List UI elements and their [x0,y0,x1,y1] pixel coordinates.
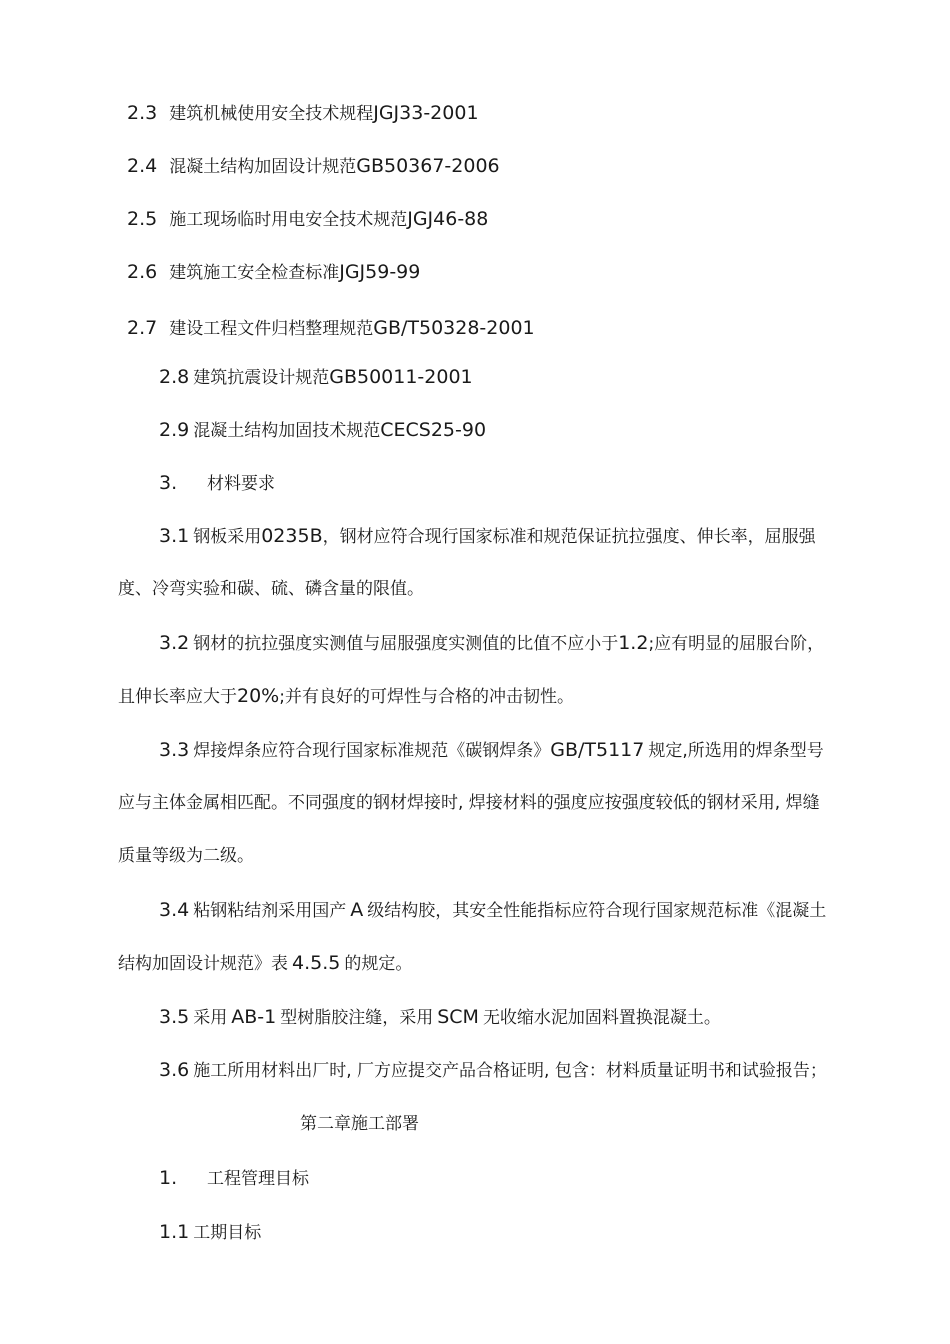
grade-letter: A [350,899,364,921]
text-segment: 的规定。 [344,954,413,974]
ratio-value: 1.2 [618,632,649,654]
item-number: 3.5 [159,1006,190,1028]
text-segment: 施工所用材料出厂时, 厂方应提交产品合格证明, 包含：材料质量证明书和试验报告； [193,1061,827,1081]
item-number: 2.5 [127,208,158,230]
text-segment: 无收缩水泥加固料置换混凝土。 [482,1008,721,1028]
standard-code: GB/T5117 [550,739,645,761]
subsection-heading-1-1 [159,1220,261,1245]
text-segment: ，钢材应符合现行国家标准和规范保证抗拉强度、伸长率，屈服强 [322,527,816,547]
text-segment: 且伸长率应大于 [118,687,237,707]
text-segment: 钢材的抗拉强度实测值与屈服强度实测值的比值不应小于 [193,634,619,654]
paragraph-3-4-line-1 [159,898,826,923]
item-number: 2.3 [127,102,158,124]
standard-code: GB50011-2001 [329,366,473,388]
paragraph-3-3-line-2 [118,791,820,815]
reference-item-2-9 [159,418,486,443]
text-segment: ;应有明显的屈服台阶， [648,634,825,654]
section-number: 1. [159,1167,178,1189]
item-number: 3.6 [159,1059,190,1081]
item-title: 混凝土结构加固技术规范 [193,421,381,441]
item-title: 施工现场临时用电安全技术规范 [169,210,408,230]
item-number: 2.9 [159,419,190,441]
paragraph-3-5 [159,1005,721,1030]
paragraph-3-6 [159,1058,827,1083]
text-segment: 质量等级为二级。 [118,846,254,866]
reference-item-2-7 [127,316,535,341]
item-title: 建筑施工安全检查标准 [169,263,340,283]
paragraph-3-1-line-2 [118,577,424,601]
item-number: 3.3 [159,739,190,761]
text-segment: 钢板采用 [193,527,262,547]
item-title: 建设工程文件归档整理规范 [169,319,374,339]
reference-item-2-6 [127,260,420,285]
text-segment: 级结构胶，其安全性能指标应符合现行国家规范标准《混凝土 [367,901,827,921]
paragraph-3-2-line-2 [118,684,574,709]
paragraph-3-3-line-1 [159,738,824,763]
reference-item-2-5 [127,207,488,232]
reference-item-2-8 [159,365,473,390]
product-code: SCM [437,1006,479,1028]
section-title: 材料要求 [207,474,275,494]
reference-item-2-3 [127,101,479,126]
text-segment: 焊接焊条应符合现行国家标准规范《碳钢焊条》 [193,741,551,761]
item-number: 3.4 [159,899,190,921]
standard-code: JGJ33-2001 [373,102,479,124]
text-segment: 应与主体金属相匹配。不同强度的钢材焊接时, 焊接材料的强度应按强度较低的钢材采用, 焊缝 [118,793,820,813]
item-number: 2.8 [159,366,190,388]
section-heading-1 [159,1166,309,1191]
standard-code: JGJ59-99 [339,261,421,283]
item-number: 3.2 [159,632,190,654]
standard-code: CECS25-90 [380,419,487,441]
item-number: 3.1 [159,525,190,547]
text-segment: 采用 [193,1008,228,1028]
chapter-heading [300,1112,419,1136]
reference-item-2-4 [127,154,500,179]
product-code: AB-1 [231,1006,277,1028]
item-title: 建筑抗震设计规范 [193,368,330,388]
item-title: 建筑机械使用安全技术规程 [169,104,374,124]
text-segment: 结构加固设计规范》表 [118,954,288,974]
item-number: 2.6 [127,261,158,283]
item-title: 混凝土结构加固设计规范 [169,157,357,177]
subsection-title: 工期目标 [193,1223,262,1243]
percent-value: 20% [237,685,280,707]
chapter-title: 第二章施工部署 [300,1114,419,1134]
text-segment: 度、冷弯实验和碳、硫、磷含量的限值。 [118,579,424,599]
paragraph-3-2-line-1 [159,631,824,656]
table-number: 4.5.5 [292,952,341,974]
text-segment: ;并有良好的可焊性与合格的冲击韧性。 [279,687,574,707]
text-segment: 型树脂胶注缝，采用 [280,1008,434,1028]
paragraph-3-1-line-1 [159,524,816,549]
item-number: 2.4 [127,155,158,177]
paragraph-3-4-line-2 [118,951,412,976]
section-heading-3 [159,471,275,496]
standard-code: GB/T50328-2001 [373,317,535,339]
steel-grade: 0235B [261,525,323,547]
item-number: 2.7 [127,317,158,339]
paragraph-3-3-line-3 [118,844,254,868]
section-number: 3. [159,472,178,494]
standard-code: JGJ46-88 [407,208,489,230]
text-segment: 规定,所选用的焊条型号 [648,741,824,761]
section-title: 工程管理目标 [207,1169,309,1189]
item-number: 1.1 [159,1221,190,1243]
text-segment: 粘钢粘结剂采用国产 [193,901,347,921]
standard-code: GB50367-2006 [356,155,500,177]
